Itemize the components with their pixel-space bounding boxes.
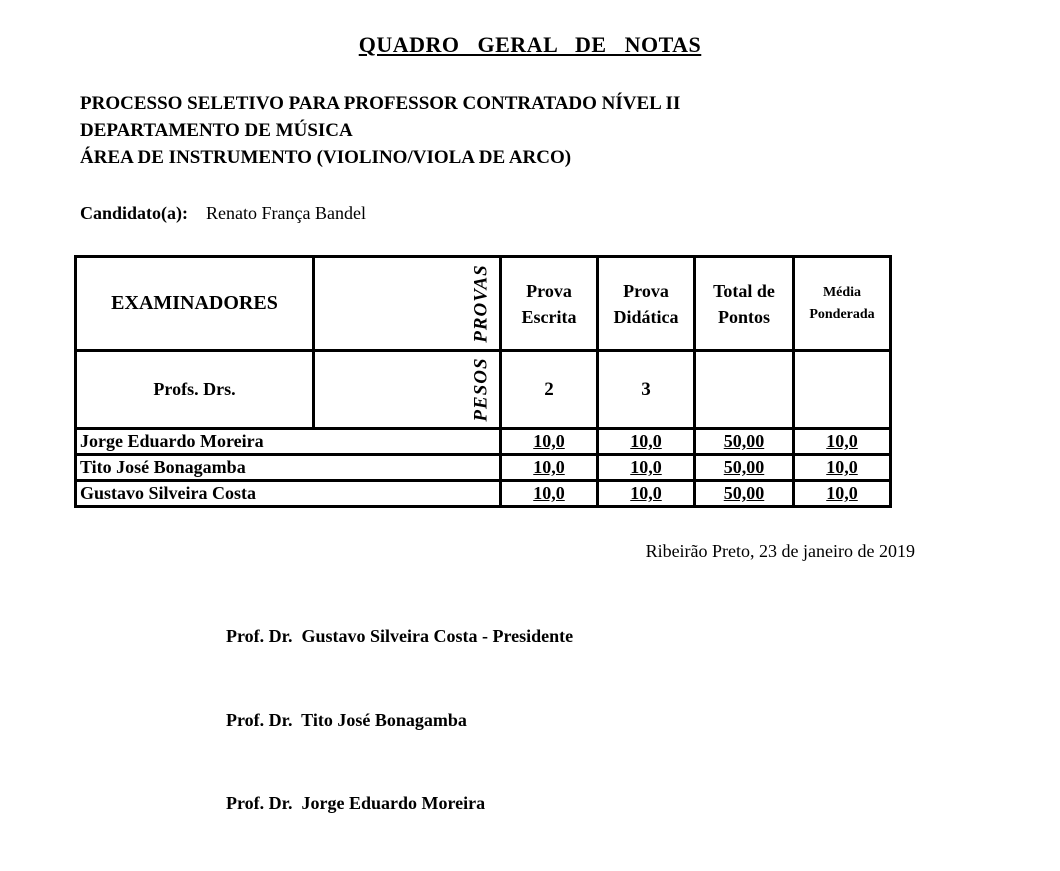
signature-examiner-2: Prof. Dr. Tito José Bonagamba	[226, 710, 467, 730]
pesos-label: PESOS	[470, 356, 492, 422]
weight-media	[794, 351, 891, 429]
col-prova-didatica-line1: Prova	[623, 280, 669, 301]
process-title: PROCESSO SELETIVO PARA PROFESSOR CONTRATADO NÍVEL II	[80, 93, 681, 114]
examiner-name: Tito José Bonagamba	[76, 455, 501, 481]
area-name: ÁREA DE INSTRUMENTO (VIOLINO/VIOLA DE ARCO)	[80, 147, 572, 168]
col-prova-didatica-line2: Didática	[613, 306, 679, 327]
examiner-name: Gustavo Silveira Costa	[76, 481, 501, 507]
col-media-ponderada	[794, 257, 891, 351]
table-row	[76, 481, 891, 507]
col-total-pontos	[695, 257, 794, 351]
weights-row	[76, 351, 891, 429]
score-total: 50,00	[695, 481, 794, 507]
profs-label: Profs. Drs.	[153, 379, 236, 399]
col-media-ponderada-line1: Média	[822, 284, 862, 300]
examinadores-label: EXAMINADORES	[111, 292, 278, 314]
score-total: 50,00	[695, 455, 794, 481]
score-media: 10,0	[794, 481, 891, 507]
department-name: DEPARTAMENTO DE MÚSICA	[80, 120, 353, 141]
col-total-pontos-line2: Pontos	[717, 306, 770, 327]
score-media: 10,0	[794, 455, 891, 481]
examinadores-header	[76, 257, 314, 351]
profs-cell	[76, 351, 314, 429]
score-total: 50,00	[695, 429, 794, 455]
pesos-header	[314, 351, 501, 429]
signature-president: Prof. Dr. Gustavo Silveira Costa - Presidente	[226, 626, 574, 646]
document-title: QUADRO GERAL DE NOTAS	[358, 32, 702, 57]
table-row	[76, 455, 891, 481]
score-didatica: 10,0	[598, 429, 695, 455]
col-prova-escrita-line1: Prova	[526, 280, 572, 301]
candidate-name: Renato França Bandel	[206, 203, 366, 223]
col-prova-escrita-line2: Escrita	[521, 306, 577, 327]
col-prova-escrita	[501, 257, 598, 351]
col-total-pontos-line1: Total de	[713, 280, 775, 301]
score-didatica: 10,0	[598, 481, 695, 507]
score-escrita: 10,0	[501, 429, 598, 455]
candidate-label: Candidato(a):	[80, 203, 189, 223]
score-escrita: 10,0	[501, 481, 598, 507]
col-media-ponderada-line2: Ponderada	[809, 306, 875, 322]
process-header	[80, 90, 680, 171]
place-date: Ribeirão Preto, 23 de janeiro de 2019	[645, 541, 915, 561]
score-escrita: 10,0	[501, 455, 598, 481]
score-didatica: 10,0	[598, 455, 695, 481]
signature-examiner-3: Prof. Dr. Jorge Eduardo Moreira	[226, 793, 486, 813]
score-media: 10,0	[794, 429, 891, 455]
candidate-line	[80, 203, 366, 224]
weight-escrita: 2	[501, 351, 598, 429]
examiner-name: Jorge Eduardo Moreira	[76, 429, 501, 455]
provas-header	[314, 257, 501, 351]
provas-label: PROVAS	[470, 263, 492, 343]
table-row	[76, 429, 891, 455]
col-prova-didatica	[598, 257, 695, 351]
weight-total	[695, 351, 794, 429]
weight-didatica: 3	[598, 351, 695, 429]
grades-table	[74, 255, 892, 508]
header-row	[76, 257, 891, 351]
